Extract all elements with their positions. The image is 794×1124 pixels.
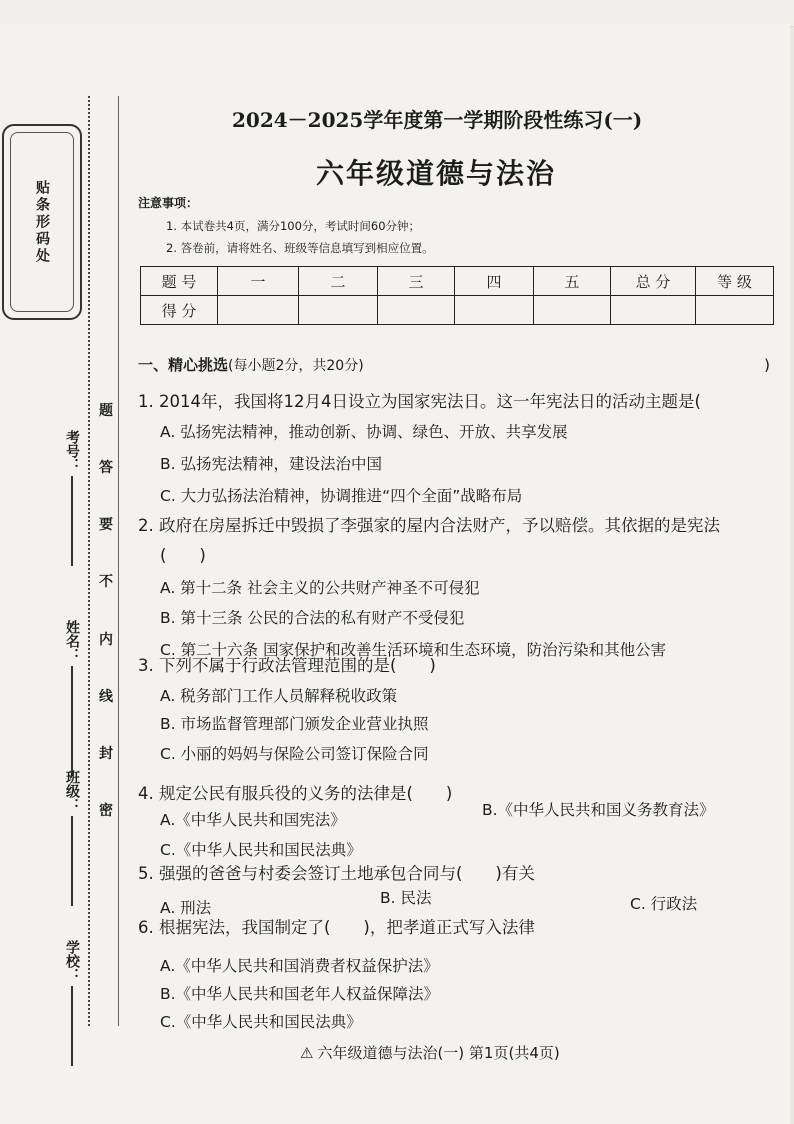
seal-char: 不: [99, 574, 113, 591]
table-cell: 五: [534, 267, 611, 296]
table-cell: 题 号: [141, 267, 218, 296]
field-name[interactable]: [62, 620, 82, 776]
seal-char: 题: [99, 403, 113, 419]
field-exam-number[interactable]: [62, 430, 82, 566]
score-cell[interactable]: [696, 296, 774, 325]
table-cell: 二: [299, 267, 378, 296]
field-line[interactable]: [71, 986, 73, 1066]
answer-blank: ( ): [160, 546, 206, 565]
field-line[interactable]: [71, 666, 73, 776]
score-cell[interactable]: [378, 296, 455, 325]
field-label: 班级：: [64, 770, 80, 812]
table-cell: 一: [218, 267, 299, 296]
seal-char: 要: [99, 517, 113, 534]
score-table-header-row: [141, 267, 774, 296]
score-cell[interactable]: [534, 296, 611, 325]
score-table: [140, 266, 774, 325]
option: A.《中华人民共和国宪法》: [160, 811, 346, 829]
option: C. 大力弘扬法治精神，协调推进“四个全面”战略布局: [160, 487, 523, 505]
score-cell[interactable]: [218, 296, 299, 325]
option: A. 第十二条 社会主义的公共财产神圣不可侵犯: [160, 579, 480, 597]
score-cell[interactable]: [611, 296, 696, 325]
page-footer: [300, 1042, 560, 1063]
publisher-logo-icon: ⚠: [300, 1044, 314, 1062]
section-heading: [138, 354, 364, 375]
seal-char: 密: [99, 802, 113, 819]
answer-bracket: ): [764, 356, 771, 374]
field-class[interactable]: [62, 770, 82, 906]
question-5-stem: 5. 强强的爸爸与村委会签订土地承包合同与( )有关: [138, 864, 535, 883]
option: A. 刑法: [160, 899, 212, 917]
note-item: 1. 本试卷共4页，满分100分，考试时间60分钟；: [166, 219, 421, 233]
field-label: 姓名：: [64, 620, 80, 662]
option: B. 弘扬宪法精神，建设法治中国: [160, 455, 382, 473]
option: C. 行政法: [630, 895, 698, 913]
seal-char: 封: [99, 745, 113, 762]
table-cell: 四: [455, 267, 534, 296]
option: A. 弘扬宪法精神，推动创新、协调、绿色、开放、共享发展: [160, 423, 568, 441]
footer-text: 六年级道德与法治(一) 第1页(共4页): [317, 1044, 560, 1062]
question-1-stem: 1. 2014年，我国将12月4日设立为国家宪法日。这一年宪法日的活动主题是(: [138, 392, 701, 411]
question-6-stem: 6. 根据宪法，我国制定了( )，把孝道正式写入法律: [138, 918, 535, 937]
section-title: 一、精心挑选: [138, 356, 229, 374]
notes-heading: 注意事项：: [138, 196, 199, 210]
option: C. 第二十六条 国家保护和改善生活环境和生态环境，防治污染和其他公害: [160, 641, 667, 659]
score-cell[interactable]: [299, 296, 378, 325]
margin-line: [118, 96, 119, 1026]
field-label: 学校：: [64, 940, 80, 982]
exam-title: 2024－2025学年度第一学期阶段性练习(一): [232, 108, 643, 132]
subject-title: 六年级道德与法治: [316, 157, 557, 190]
field-line[interactable]: [71, 476, 73, 566]
question-4-stem: 4. 规定公民有服兵役的义务的法律是( ): [138, 784, 453, 803]
table-cell: 得 分: [141, 296, 218, 325]
field-school[interactable]: [62, 940, 82, 1066]
question-3-stem: 3. 下列不属于行政法管理范围的是( ): [138, 656, 436, 675]
note-item: 2. 答卷前，请将姓名、班级等信息填写到相应位置。: [166, 241, 434, 255]
section-note: (每小题2分，共20分): [228, 358, 364, 374]
option: A.《中华人民共和国消费者权益保护法》: [160, 957, 439, 975]
seal-char: 答: [99, 460, 113, 477]
table-cell: 等 级: [696, 267, 774, 296]
page-top-edge: [0, 0, 794, 27]
seal-char: 内: [99, 631, 113, 648]
option: B.《中华人民共和国义务教育法》: [482, 801, 715, 819]
question-2-stem: 2. 政府在房屋拆迁中毁损了李强家的屋内合法财产，予以赔偿。其依据的是宪法: [138, 516, 720, 535]
option: B.《中华人民共和国老年人权益保障法》: [160, 985, 440, 1003]
score-cell[interactable]: [455, 296, 534, 325]
option: A. 税务部门工作人员解释税收政策: [160, 687, 398, 705]
option: C.《中华人民共和国民法典》: [160, 1013, 362, 1031]
sticker-label: 贴条形码处: [34, 179, 50, 265]
seal-warning: [96, 400, 116, 820]
option: C.《中华人民共和国民法典》: [160, 841, 362, 859]
table-cell: 三: [378, 267, 455, 296]
option: B. 市场监督管理部门颁发企业营业执照: [160, 715, 429, 733]
barcode-sticker-area: [2, 124, 82, 320]
seal-dotted-line: [88, 96, 90, 1026]
option: B. 第十三条 公民的合法的私有财产不受侵犯: [160, 609, 465, 627]
option: B. 民法: [380, 889, 432, 907]
table-cell: 总 分: [611, 267, 696, 296]
seal-char: 线: [99, 688, 113, 705]
field-line[interactable]: [71, 816, 73, 906]
option: C. 小丽的妈妈与保险公司签订保险合同: [160, 745, 429, 763]
score-table-score-row: [141, 296, 774, 325]
field-label: 考号：: [64, 430, 80, 472]
